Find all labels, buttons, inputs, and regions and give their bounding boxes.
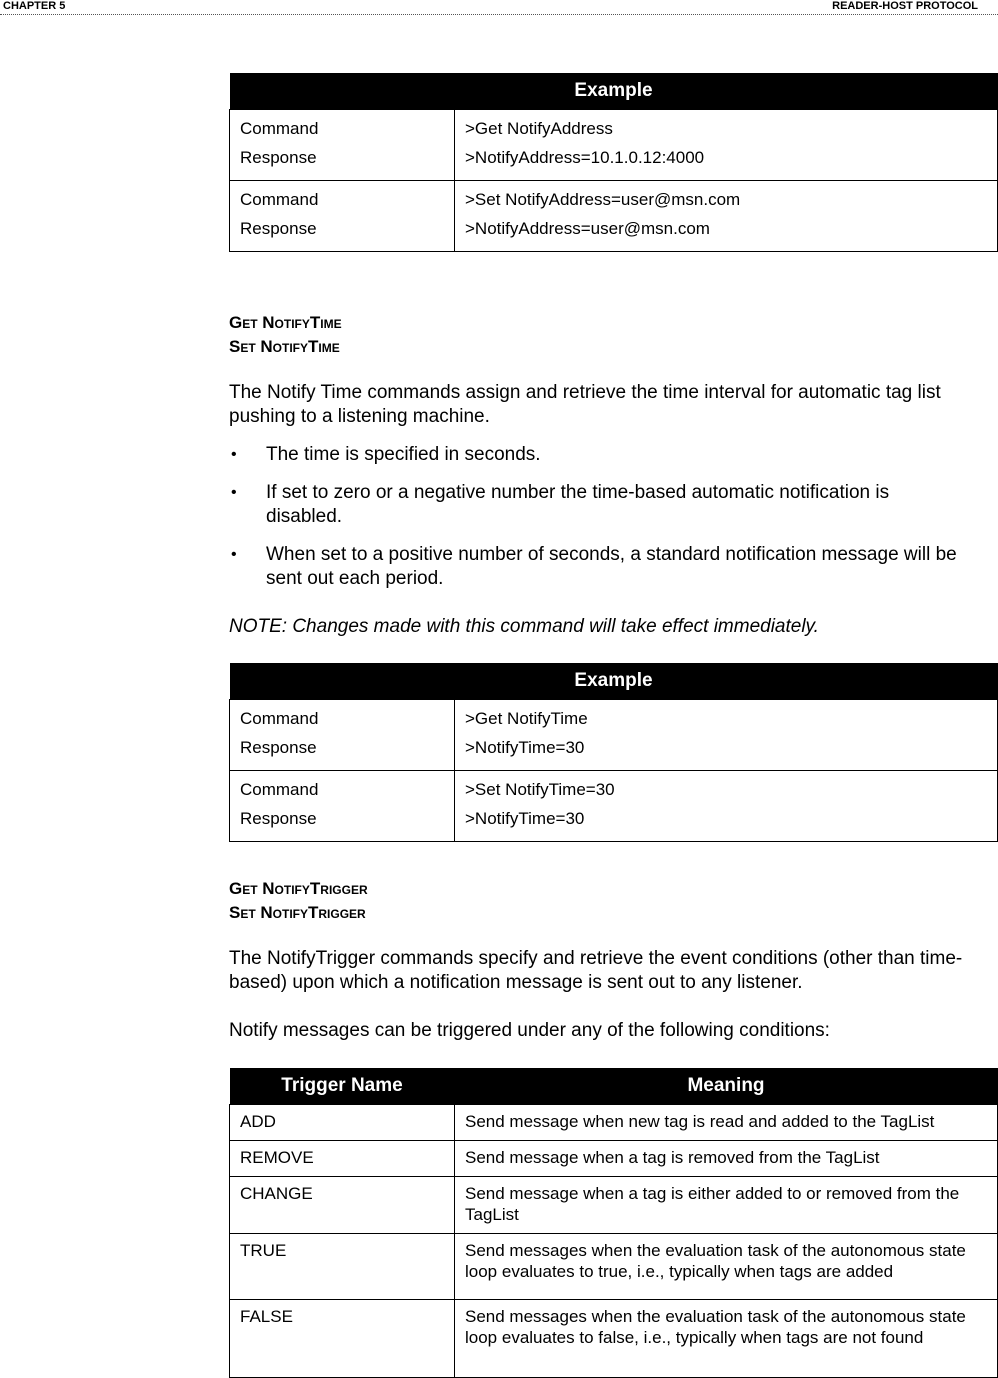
notifytrigger-intro: The NotifyTrigger commands specify and retrieve the event conditions (other than time-based) upon which a notification message is sent out to any listener.	[229, 948, 963, 993]
command-text: >Get NotifyAddress	[465, 119, 613, 138]
list-item	[229, 543, 969, 591]
example-table-title: Example	[230, 73, 998, 110]
notifytime-bullet-list	[229, 443, 969, 605]
row-label-response: Response	[240, 219, 317, 238]
response-text: >NotifyTime=30	[465, 738, 585, 757]
trigger-name: TRUE	[230, 1234, 455, 1300]
section-heading-get-notifytrigger: Get NotifyTrigger	[229, 879, 368, 898]
response-text: >NotifyTime=30	[465, 809, 585, 828]
example-table-notify-address	[229, 73, 998, 252]
command-text: >Set NotifyTime=30	[465, 780, 615, 799]
notifytrigger-intro-2: Notify messages can be triggered under any of the following conditions:	[229, 1020, 830, 1041]
example-table-title: Example	[230, 663, 998, 700]
section-heading-set-notifytime: Set NotifyTime	[229, 337, 340, 356]
example-table-notify-time	[229, 663, 998, 842]
bullet-text: When set to a positive number of seconds, a standard notification message will be sent out each period.	[266, 544, 957, 589]
command-text: >Get NotifyTime	[465, 709, 588, 728]
trigger-name: CHANGE	[230, 1177, 455, 1234]
bullet-text: The time is specified in seconds.	[266, 444, 541, 465]
section-heading-get-notifytime: Get NotifyTime	[229, 313, 342, 332]
running-header	[0, 0, 998, 15]
row-label-command: Command	[240, 119, 319, 138]
section-heading-set-notifytrigger: Set NotifyTrigger	[229, 903, 366, 922]
table-row	[230, 1234, 998, 1300]
notifytime-intro: The Notify Time commands assign and retrieve the time interval for automatic tag list pushing to a listening machine.	[229, 382, 941, 427]
bullet-text: If set to zero or a negative number the time-based automatic notification is disabled.	[266, 482, 890, 527]
table-row	[230, 1177, 998, 1234]
response-text: >NotifyAddress=10.1.0.12:4000	[465, 148, 705, 167]
trigger-name: REMOVE	[230, 1141, 455, 1177]
row-label-response: Response	[240, 738, 317, 757]
command-text: >Set NotifyAddress=user@msn.com	[465, 190, 741, 209]
bullet-icon: •	[231, 484, 237, 501]
row-label-response: Response	[240, 148, 317, 167]
response-text: >NotifyAddress=user@msn.com	[465, 219, 710, 238]
table-row	[230, 181, 998, 252]
row-label-command: Command	[240, 190, 319, 209]
table-row	[230, 1105, 998, 1141]
table-row	[230, 110, 998, 181]
trigger-meaning: Send message when new tag is read and added to the TagList	[455, 1105, 998, 1141]
notifytime-note: NOTE: Changes made with this command will take effect immediately.	[229, 616, 819, 637]
section-label: READER-HOST PROTOCOL	[832, 0, 978, 12]
trigger-meaning: Send messages when the evaluation task of the autonomous state loop evaluates to true, i.e., typically when tags are added	[455, 1234, 998, 1300]
row-label-command: Command	[240, 709, 319, 728]
bullet-icon: •	[231, 546, 237, 563]
trigger-meaning: Send message when a tag is removed from the TagList	[455, 1141, 998, 1177]
bullet-icon: •	[231, 446, 237, 463]
list-item	[229, 481, 969, 529]
trigger-meaning: Send messages when the evaluation task of the autonomous state loop evaluates to false, i.e., typically when tags are not found	[455, 1300, 998, 1378]
trigger-name: FALSE	[230, 1300, 455, 1378]
table-row	[230, 1141, 998, 1177]
chapter-label: CHAPTER 5	[3, 0, 66, 12]
row-label-response: Response	[240, 809, 317, 828]
trigger-name: ADD	[230, 1105, 455, 1141]
column-header-meaning: Meaning	[455, 1068, 998, 1105]
table-row	[230, 700, 998, 771]
column-header-trigger-name: Trigger Name	[230, 1068, 455, 1105]
row-label-command: Command	[240, 780, 319, 799]
table-row	[230, 771, 998, 842]
trigger-table	[229, 1068, 998, 1378]
list-item	[229, 443, 969, 467]
trigger-meaning: Send message when a tag is either added to or removed from the TagList	[455, 1177, 998, 1234]
table-row	[230, 1300, 998, 1378]
